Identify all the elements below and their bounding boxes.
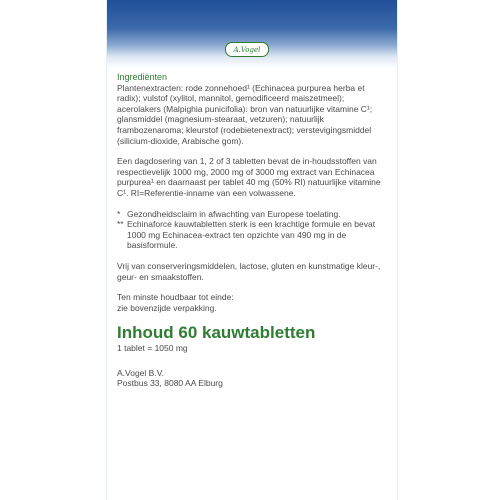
header-band — [107, 0, 397, 68]
footnote-1-text: Gezondheidsclaim in afwachting van Europese toelating. — [127, 208, 341, 219]
dosage-text: Een dagdosering van 1, 2 of 3 tabletten bevat de in-houdsstoffen van respectievelijk 1000 mg, 2000 mg of 3000 mg extract van Echinacea purpurea¹ en daarnaast per tablet 40 mg (50% RI) natuurlijke vitamine C¹. RI=Referentie-inname van een volwassene. — [117, 156, 381, 198]
package-back-panel — [106, 0, 398, 500]
footnote-2-text: Echinaforce kauwtabletten sterk is een krachtige formule en bevat 1000 mg Echinacea-extract ten opzichte van 490 mg in de basisformule. — [127, 219, 376, 251]
label-content — [117, 72, 389, 389]
ingredients-title: Ingrediënten — [117, 72, 168, 82]
footnote-2-mark: ** — [117, 219, 124, 230]
footnote-1 — [117, 209, 389, 220]
footnotes — [117, 209, 389, 251]
contents-title: Inhoud 60 kauwtabletten — [117, 323, 316, 343]
footnote-2 — [117, 219, 389, 251]
brand-logo — [225, 42, 269, 57]
footnote-1-mark: * — [117, 208, 121, 219]
company-name: A.Vogel B.V. — [117, 367, 164, 378]
free-from-text: Vrij van conserveringsmiddelen, lactose, gluten en kunstmatige kleur-, geur- en smaakstoffen. — [117, 260, 381, 282]
company-address: Postbus 33, 8080 AA Elburg — [117, 378, 223, 389]
brand-logo-text: A.Vogel — [233, 45, 261, 54]
shelf-life-line-1: Ten minste houdbaar tot einde: — [117, 292, 234, 303]
ingredients-text: Plantenextracten: rode zonnehoed¹ (Echinacea purpurea herba et radix); vulstof (xylitol, mannitol, gemodificeerd maiszetmeel); acerolakers (Malpighia punicifolia): bron van natuurlijke vitamine C¹; glansmiddel (magnesium-stearaat, vetzuren); natuurlijk frambozenaroma; kleurstof (rodebietenextract); verstevigingsmiddel (silicium-dioxide, Arabische gom). — [117, 82, 373, 146]
shelf-life-line-2: zie bovenzijde verpakking. — [117, 302, 217, 313]
tablet-weight: 1 tablet = 1050 mg — [117, 343, 188, 354]
